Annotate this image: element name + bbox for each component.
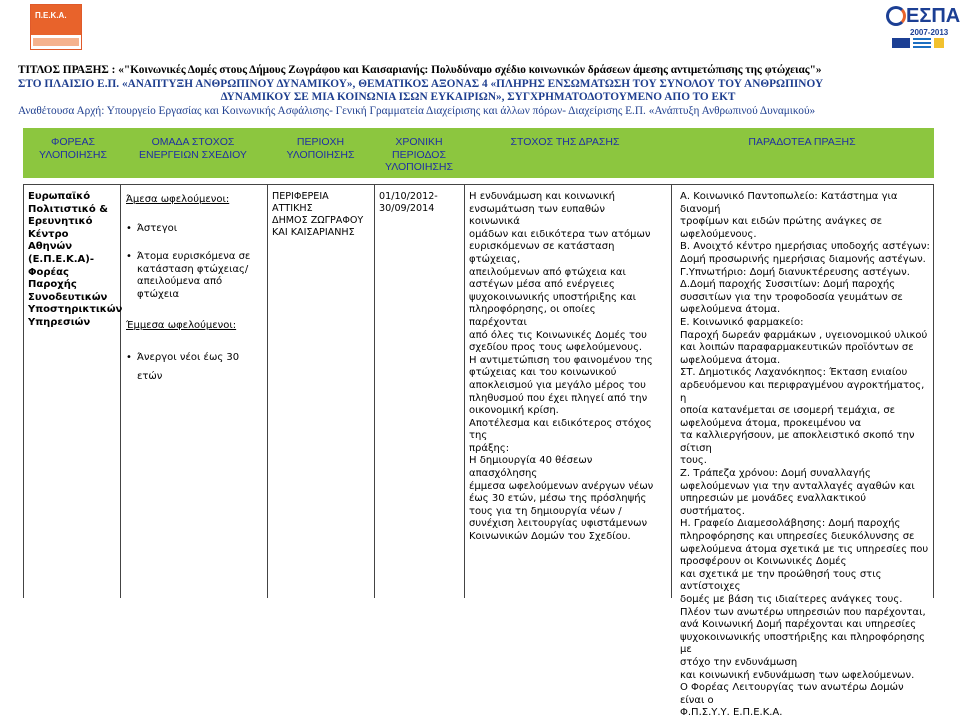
header-deliverables: ΠΑΡΑΔΟΤΕΑ ΠΡΑΞΗΣ — [748, 136, 856, 148]
greek-flag-icon — [913, 38, 931, 48]
espa-logo — [884, 4, 960, 50]
title-line-3: ΔΥΝΑΜΙΚΟΥ ΣΕ ΜΙΑ ΚΟΙΝΩΝΙΑ ΙΣΩΝ ΕΥΚΑΙΡΙΩΝ», ΣΥΓΧΡΗΜΑΤΟΔΟΤΟΥΜΕΝΟ ΑΠΟ ΤΟ ΕΚΤ — [220, 91, 736, 103]
contracting-authority: Αναθέτουσα Αρχή: Υπουργείο Εργασίας και Κοινωνικής Ασφάλισης- Γενική Γραμματεία Διαχείρισης και άλλων πόρων- Διαχείρισης Ε.Π. «Ανάπτυξη Ανθρωπινού Δυναμικού» — [18, 105, 816, 117]
epeka-logo-text: Π.Ε.Κ.Α. — [35, 11, 67, 20]
espa-logo-text: ΕΣΠΑ — [906, 5, 960, 27]
title-line-1: ΤΙΤΛΟΣ ΠΡΑΞΗΣ : «"Κοινωνικές Δομές στους Δήμους Ζωγράφου και Καισαριανής: Πολυδύναμο σχέδιο κοινωνικών δράσεων άμεσης αντιμετώπισης της φτώχειας"» — [18, 64, 822, 76]
direct-beneficiaries-label: Άμεσα ωφελούμενοι: — [126, 194, 230, 205]
header-agency: ΦΟΡΕΑΣ ΥΛΟΠΟΙΗΣΗΣ — [39, 136, 107, 161]
table-header — [23, 128, 934, 178]
period-cell: 01/10/2012- 30/09/2014 — [379, 191, 438, 214]
title-line-2: ΣΤΟ ΠΛΑΙΣΙΟ Ε.Π. «ΑΝΑΠΤΥΞΗ ΑΝΘΡΩΠΙΝΟΥ ΔΥΝΑΜΙΚΟΥ», ΘΕΜΑΤΙΚΟΣ ΑΞΟΝΑΣ 4 «ΠΛΗΡΗΣ ΕΝΣΩΜΑΤΩΣΗ ΤΟΥ ΣΥΝΟΛΟΥ ΤΟΥ ΑΝΘΡΩΠΙΝΟΥ — [18, 77, 824, 90]
region-cell: ΠΕΡΙΦΕΡΕΙΑ ΑΤΤΙΚΗΣ ΔΗΜΟΣ ΖΩΓΡΑΦΟΥ ΚΑΙ ΚΑΙΣΑΡΙΑΝΗΣ — [272, 191, 364, 238]
goal-cell: Η ενδυνάμωση και κοινωνική ενσωμάτωση των ευπαθών κοινωνικά ομάδων και ειδικότερα των ατόμων ευρισκόμενων σε κατάσταση φτώχειας, απειλούμενων από φτώχεια και αστέγων μέσα από ενέργειες ψυχοκοινωνικής υποστήριξης και πληροφόρησης, οι οποίες παρέχονται από όλες τις Κοινωνικές Δομές του σχεδίου προς τους ωφελούμενους. Η αντιμετώπιση του φαινομένου της φτώχειας και του κοινωνικού αποκλεισμού για μεγάλο μέρος του πληθυσμού που έχει πληγεί από την οικονομική κρίση. Αποτέλεσμα και ειδικότερος στόχος της πράξης: Η δημιουργία 40 θέσεων απασχόλησης έμμεσα ωφελούμενων ανέργων νέων έως 30 ετών, μέσω της πρόσληψής τους για τη δημιουργία νέων / συνέχιση λειτουργίας υφιστάμενων Κοινωνικών Δομών του Σχεδίου. — [469, 191, 654, 543]
agency-cell: Ευρωπαϊκό Πολιτιστικό & Ερευνητικό Κέντρο Αθηνών (Ε.Π.Ε.Κ.Α)- Φορέας Παροχής Συνοδευτικών Υποστηρικτικών Υπηρεσιών — [28, 191, 123, 328]
indirect-beneficiaries-list — [124, 348, 262, 386]
header-region: ΠΕΡΙΟΧΗ ΥΛΟΠΟΙΗΣΗΣ — [286, 136, 355, 161]
header-goal: ΣΤΟΧΟΣ ΤΗΣ ΔΡΑΣΗΣ — [510, 136, 620, 148]
list-item: • Άστεγοι — [124, 223, 262, 236]
header-target-group: ΟΜΑΔΑ ΣΤΟΧΟΣ ΕΝΕΡΓΕΙΩΝ ΣΧΕΔΙΟΥ — [139, 136, 247, 161]
list-item: • Άνεργοι νέοι έως 30 ετών — [124, 348, 262, 386]
header-period: ΧΡΟΝΙΚΗ ΠΕΡΙΟΔΟΣ ΥΛΟΠΟΙΗΣΗΣ — [385, 136, 453, 173]
table-row — [23, 184, 934, 719]
direct-beneficiaries-list — [124, 223, 262, 302]
espa-ring-icon — [886, 6, 906, 26]
indirect-beneficiaries-label: Έμμεσα ωφελούμενοι: — [126, 319, 237, 331]
espa-logo-years: 2007-2013 — [910, 28, 949, 37]
action-table — [23, 128, 934, 719]
list-item: • Άτομα ευρισκόμενα σε κατάσταση φτώχειας/απειλούμενα από φτώχεια — [124, 251, 262, 301]
eu-flag-icon — [892, 38, 910, 48]
emblem-icon — [934, 38, 944, 48]
document-heading — [18, 64, 938, 105]
deliverables-cell: Α. Κοινωνικό Παντοπωλείο: Κατάστημα για διανομή τροφίμων και ειδών πρώτης ανάγκες σε ωφελούμενους. Β. Ανοιχτό κέντρο ημερήσιας υποδοχής αστέγων: Δομή προσωρινής ημερήσιας διαμονής αστέγων. Γ.Υπνωτήριο: Δομή διανυκτέρευσης αστέγων. Δ.Δομή παροχής Συσσιτίων: Δομή παροχής συσσιτίων για την τροφοδοσία γευμάτων σε ωφελούμενα άτομα. Ε. Κοινωνικό φαρμακείο: Παροχή δωρεάν φαρμάκων , υγειονομικού υλικού και λοιπών παραφαρμακευτικών προϊόντων σε ωφελούμενα άτομα. ΣΤ. Δημοτικός Λαχανόκηπος: Έκταση ενιαίου αρδευόμενου και περιφραγμένου αγροκτήματος, η οποία κατανέμεται σε ισομερή τεμάχια, σε ωφελούμενα άτομα, προκειμένου να τα καλλιεργήσουν, με αποκλειστικό σκοπό την σίτιση τους. Ζ. Τράπεζα χρόνου: Δομή συναλλαγής ωφελούμενων για την ανταλλαγές αγαθών και υπηρεσιών με μονάδες εναλλακτικού συστήματος. Η. Γραφείο Διαμεσολάβησης: Δομή παροχής πληροφόρησης και υπηρεσίες διευκόλυνσης σε ωφελούμενα άτομα σχετικά με τις υπηρεσίες που προσφέρουν οι Κοινωνικές Δομές και σχετικά με την προώθησή τους στις αντίστοιχες δομές με βάση τις ιδιαίτερες ανάγκες τους. Πλέον των ανωτέρω υπηρεσιών που παρέχονται, ανά Κοινωνική Δομή παρέχονται και υπηρεσίες ψυχοκοινωνικής υποστήριξης και πληροφόρησης με στόχο την ενδυνάμωση και κοινωνική ενδυνάμωση των ωφελούμενων. Ο Φορέας Λειτουργίας των ανωτέρω Δομών είναι ο Φ.Π.Σ.Υ.Υ. Ε.Π.Ε.Κ.Α. — [680, 191, 930, 719]
epeka-logo — [30, 4, 82, 50]
target-group-cell — [124, 191, 262, 386]
